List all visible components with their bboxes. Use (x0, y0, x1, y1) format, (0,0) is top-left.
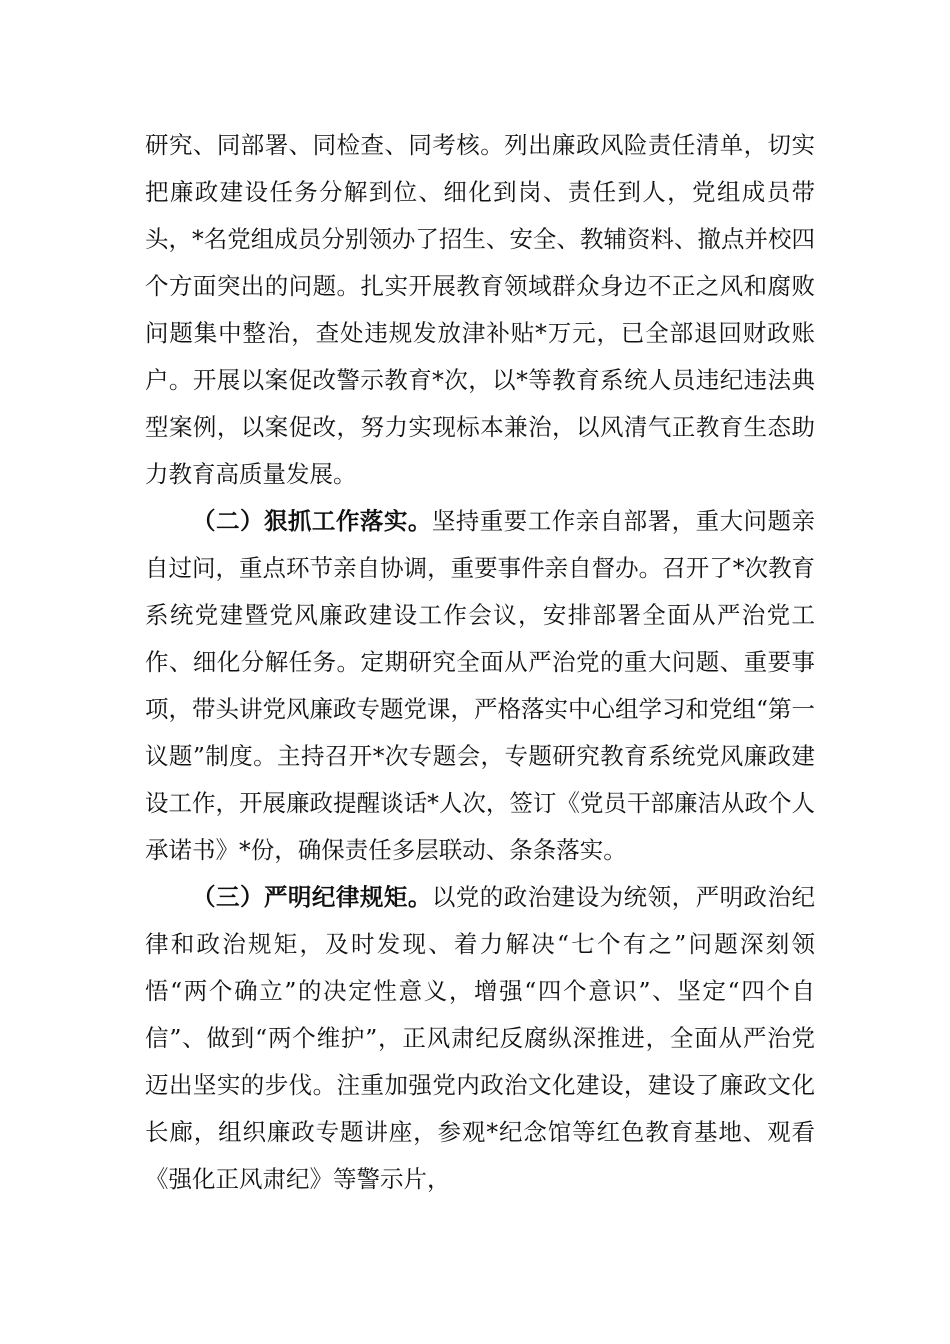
paragraph-text: 以党的政治建设为统领，严明政治纪律和政治规矩，及时发现、着力解决“七个有之”问题深刻领悟“两个确立”的决定性意义，增强“四个意识”、坚定“四个自信”、做到“两个维护”，正风肃纪反腐纵深推进，全面从严治党迈出坚实的步伐。注重加强党内政治文化建设，建设了廉政文化长廊，组织廉政专题讲座，参观*纪念馆等红色教育基地、观看《强化正风肃纪》等警示片， (145, 883, 816, 1193)
paragraph-text: 坚持重要工作亲自部署，重大问题亲自过问，重点环节亲自协调，重要事件亲自督办。召开了*次教育系统党建暨党风廉政建设工作会议，安排部署全面从严治党工作、细化分解任务。定期研究全面从严治党的重大问题、重要事项，带头讲党风廉政专题党课，严格落实中心组学习和党组“第一议题”制度。主持召开*次专题会，专题研究教育系统党风廉政建设工作，开展廉政提醒谈话*人次，签订《党员干部廉洁从政个人承诺书》*份，确保责任多层联动、条条落实。 (145, 507, 816, 864)
document-body (145, 122, 815, 1203)
paragraph-work-implementation (145, 498, 815, 874)
paragraph-discipline-rules (145, 874, 815, 1203)
paragraph-text: 研究、同部署、同检查、同考核。列出廉政风险责任清单，切实把廉政建设任务分解到位、细化到岗、责任到人，党组成员带头，*名党组成员分别领办了招生、安全、教辅资料、撤点并校四个方面突出的问题。扎实开展教育领域群众身边不正之风和腐败问题集中整治，查处违规发放津补贴*万元，已全部退回财政账户。开展以案促改警示教育*次，以*等教育系统人员违纪违法典型案例，以案促改，努力实现标本兼治，以风清气正教育生态助力教育高质量发展。 (145, 131, 815, 488)
section-heading: （二）狠抓工作落实。 (192, 507, 432, 535)
section-heading: （三）严明纪律规矩。 (192, 883, 432, 911)
paragraph-continuation (145, 122, 815, 498)
